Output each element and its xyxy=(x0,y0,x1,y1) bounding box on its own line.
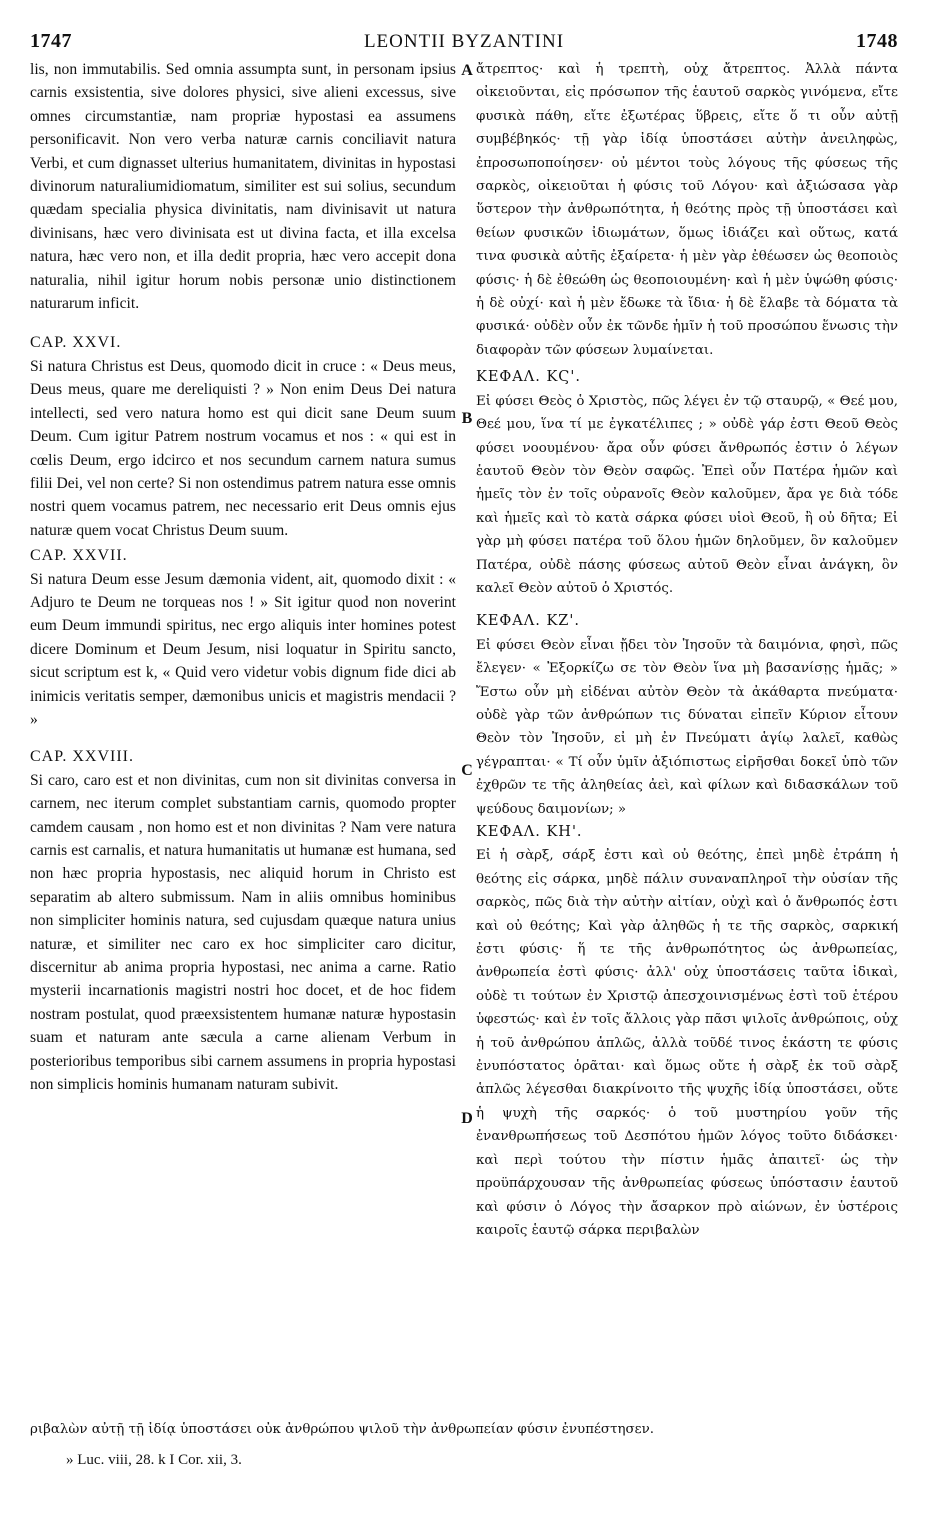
greek-column xyxy=(476,58,898,1242)
marker-a: A xyxy=(461,62,473,79)
latin-column xyxy=(30,58,456,1096)
marker-c: C xyxy=(461,762,473,779)
greek-chapter-27-heading: ΚΕΦΑΛ. ΚΖ'. xyxy=(476,613,580,630)
running-title: LEONTII BYZANTINI xyxy=(363,31,565,52)
latin-chapter-26-heading: CAP. XXVI. xyxy=(30,334,122,352)
right-page-number: 1748 xyxy=(856,30,898,52)
latin-intro-paragraph: lis, non immutabilis. Sed omnia assumpta sunt, in personam ipsius carnis exsistentia, sive dolores physici, sive alieni excessus, sive omnes circumstantiæ, nam propriæ hypostasi ea assumens personificavit. Non vero verba naturæ carnis conciliavit natura Verbi, et cum dignasset ulterius humanitatem, divinitas in hypostasi divinorum naturaliumidiomatum, similiter est sui solius, secundum quædam specialia physica divinitatis, nam divinisavit ut natura divinisans, hæc vero divinisata est ut divina facta, et illa excelsa natura, hæc vero non, et illa dedit propria, hæc vero accepit dona naturalia, nihil igitur horum nobis personæ unio distinctionem naturarum inficit. xyxy=(30,61,456,313)
latin-chapter-27-text: Si natura Deum esse Jesum dæmonia vident, ait, quomodo dixit : « Adjuro te Deum ne torqueas nos ! » Sit igitur quod non noverint eum Deum immundi spiritus, nec ergo aliquis inter homines potest dicere Dominum et Deum Jesum, nisi loquatur in Spiritu sancto, sicut scriptum est k, « Quid vero videtur vobis dignum fide dici ab inimicis veritatis semper, dæmonibus unicis et magistris mendacii ? » xyxy=(30,570,456,728)
greek-chapter-28-heading: ΚΕΦΑΛ. ΚΗ'. xyxy=(476,824,583,840)
latin-chapter-28-text: Si caro, caro est et non divinitas, cum non sit divinitas conversa in carnem, nec iterum complet substantiam carnis, quomodo propter camdem causam , non homo est et non divinitas ? Nam vere natura carnis est carnalis, et natura humanitatis ut humanæ est humana, sed non hæc propria hypostasis, nec aliquid horum in Christo est separatim ab altero submissum. Nam in aliis omnibus hominibus non simpliciter hominis natura, sed cujusdam quæque natura unius naturæ, et similiter nec caro ex hoc simpliciter caro dicitur, discernitur ab anima propria hypostasi, nec anima a carne. Ratio mysterii incarnationis magistri nostri hoc docet, et de hoc fidem nostram postulat, quod præexsistentem humanæ naturæ hypostasin suam et naturam ante sæcula a carne alienam Verbum in posterioribus temporibus sibi carnem assumens in propria hypostasi non simplicis hominis humanam naturam subivit. xyxy=(30,771,456,1094)
footnotes: » Luc. viii, 28. k I Cor. xii, 3. xyxy=(66,1452,242,1468)
greek-intro-paragraph: ἄτρεπτος· καὶ ἡ τρεπτὴ, οὐχ ἄτρεπτος. Ἀλλὰ πάντα οἰκειοῦνται, εἰς πρόσωπον τῆς ἑαυτοῦ σαρκὸς γινόμενα, εἴτε φυσικὰ πάθη, εἴτε ἐξωτέρας ὕβρεις, εἴτε ὅ τι οὖν αὐτῇ συμβέβηκός· τῇ γὰρ ἰδίᾳ ὑποστάσει αὐτὴν ἀνειληφὼς, ἐπροσωποποίησεν· οὐ μέντοι τοὺς λόγους τῆς φύσεως τῆς σαρκὸς, οἰκειοῦται ἡ φύσις τοῦ Λόγου· καὶ ἀξιώσασα γὰρ ὕστερον τὴν ἀνθρωπότητα, ἡ θεότης πρὸς τῇ ὑποστάσει καὶ θείων φυσικῶν ἰδιωμάτων, ὅμως ἰδιάζει καὶ οὕτως, κατά τινα φυσικὰ αὐτῆς ἐξαίρετα· ἡ μὲν γὰρ ἐθέωσεν ὡς θεοποιὸς φύσις· ἡ δὲ ἐθεώθη ὡς θεοποιουμένη· καὶ ἡ μὲν ὑψώθη φύσις· ἡ δὲ οὐχί· καὶ ἡ μὲν ἔδωκε τὰ ἴδια· ἡ δὲ ἔλαβε τὰ δόματα τὰ φυσικά· οὐδὲν οὖν ἐκ τῶνδε ἡμῖν ἡ τοῦ προσώπου ἕνωσις τὴν διαφορὰν τῶν φύσεων λυμαίνεται. xyxy=(476,62,898,358)
greek-chapter-27-text: Εἰ φύσει Θεὸν εἶναι ᾔδει τὸν Ἰησοῦν τὰ δαιμόνια, φησὶ, πῶς ἔλεγεν· « Ἐξορκίζω σε τὸν Θεὸν ἵνα μὴ βασανίσῃς ἡμᾶς; » Ἔστω οὖν μὴ εἰδέναι αὐτὸν Θεὸν τὰ ἀκάθαρτα πνεύματα· οὐδὲ γὰρ τῶν ἀνθρώπων τις δύναται εἰπεῖν Κύριον εἶτουν Θεὸν τὸν Ἰησοῦν, εἰ μὴ ἐν Πνεύματι ἁγίῳ λαλεῖ, καθὼς γέγραπται· « Τί οὖν ὑμῖν ἀξιόπιστως εἰρῆσθαι δοκεῖ ὑπὸ τῶν ἐχθρῶν τε τῆς ἀληθείας ἀεὶ, καὶ φίλων καὶ διδασκάλων τοῦ ψεύδους δαιμονίων; » xyxy=(476,637,898,817)
latin-chapter-28-heading: CAP. XXVIII. xyxy=(30,748,134,766)
left-page-number: 1747 xyxy=(30,30,72,52)
greek-chapter-28-text: Εἰ ἡ σὰρξ, σάρξ ἐστι καὶ οὐ θεότης, ἐπεὶ μηδὲ ἐτράπη ἡ θεότης εἰς σάρκα, μηδὲ πάλιν συναναπληροῖ τὴν οὐσίαν τῆς σαρκὸς, πῶς διὰ τὴν αὐτὴν αἰτίαν, οὐχὶ καὶ ὁ ἄνθρωπός ἐστι καὶ οὐ θεότης; Καὶ γὰρ ἀληθῶς ἡ τε τῆς σαρκὸς, σαρκική ἐστι φύσις· ἥ τε τῆς ἀνθρωπότητος ὡς ἀνθρωπείας, ἀνθρωπεία ἐστὶ φύσις· ἀλλ' οὐχ ὑποστάσεις ταῦτα ἰδικαὶ, οὐδὲ τι τούτων ἐν Χριστῷ ἀπεσχοινισμένως ἐστὶ τοῦ ἑτέρου ὑφεστώς· καὶ ἐν τοῖς ἄλλοις γὰρ πᾶσι ψιλοῖς ἀνθρώποις, οὐχ ἡ τοῦ ἀνθρώπου ἁπλῶς, ἀλλὰ τοῦδέ τινος ἑκάστη τε φύσις ἐνυπόστατος ὁρᾶται· καὶ ὅμως οὔτε ἡ σὰρξ ἐκ τοῦ σὰρξ ἁπλῶς λέγεσθαι διακρίνοιτο τῆς ψυχῆς ἰδίᾳ ὑποστάσει, οὔτε ἡ ψυχὴ τῆς σαρκός· ὁ τοῦ μυστηρίου γοῦν τῆς ἐνανθρωπήσεως τοῦ Δεσπότου ἡμῶν λόγος τοῦτο διδάσκει· καὶ περὶ τούτου τὴν πίστιν ἡμᾶς ἀπαιτεῖ· ὡς τὴν προϋπάρχουσαν τῆς ἀνθρωπείας φύσεως ὑπόστασιν ἑαυτοῦ καὶ φύσιν ὁ Λόγος τὴν ἄσαρκον πρὸ αἰώνων, ἐν ὑστέροις καιροῖς ἑαυτῷ σάρκα περιβαλὼν xyxy=(476,848,898,1238)
marker-d: D xyxy=(461,1110,473,1127)
latin-chapter-26-text: Si natura Christus est Deus, quomodo dicit in cruce : « Deus meus, Deus meus, quare me dereliquisti ? » Non enim Deus Dei natura intellecti, sed vero natura homo est qui dicit sane Deum suum Deum. Cum igitur Patrem nostrum vocamus et nos : « qui est in cœlis Deum, ergo idcirco et nos secundum carnem natura sumus filii Dei, vel non certe? Si non ostendimus patrem natura esse omnis nostri quem vocamus patrem, nec necessario erit Deus omnis ejus naturæ quem vocat Christus Deum suum. xyxy=(30,357,456,539)
latin-chapter-27-heading: CAP. XXVII. xyxy=(30,547,128,565)
marker-b: B xyxy=(461,410,473,427)
column-markers xyxy=(456,0,476,1540)
greek-chapter-26-text: Εἰ φύσει Θεὸς ὁ Χριστὸς, πῶς λέγει ἐν τῷ σταυρῷ, « Θεέ μου, Θεέ μου, ἵνα τί με ἐγκατέλιπες ; » οὐδὲ γάρ ἐστι Θεοῦ Θεὸς φύσει νοουμένου· ἄρα οὖν φύσει ἄνθρωπός ἐστιν ὁ λέγων ἑαυτοῦ Θεὸν τὸν Θεὸν σαφῶς. Ἐπεὶ οὖν Πατέρα ἡμῶν καὶ ἡμεῖς τὸν ἐν τοῖς οὐρανοῖς Θεὸν καλοῦμεν, ἄρα γε διὰ τόδε καὶ ἡμεῖς καὶ τὸ κατὰ σάρκα φύσει υἱοὶ Θεοῦ, ἢ οὐ δῆτα; Εἰ γὰρ μὴ φύσει πατέρα τοῦ ὅλου ἡμῶν δηλοῦμεν, ὃν καλοῦμεν Πατέρα, οὐδὲ πάσης φύσεως αὐτοῦ Θεὸν εἶναι ἀνάγκη, ὃν καλεῖ Θεὸν αὐτοῦ ὁ Χριστός. xyxy=(476,393,898,596)
greek-chapter-26-heading: ΚΕΦΑΛ. ΚϚ'. xyxy=(476,369,581,386)
greek-continuation-line: ριβαλὼν αὐτῇ τῇ ἰδίᾳ ὑποστάσει οὐκ ἀνθρώπου ψιλοῦ τὴν ἀνθρωπείαν φύσιν ἐνυπέστησεν. xyxy=(30,1422,654,1437)
